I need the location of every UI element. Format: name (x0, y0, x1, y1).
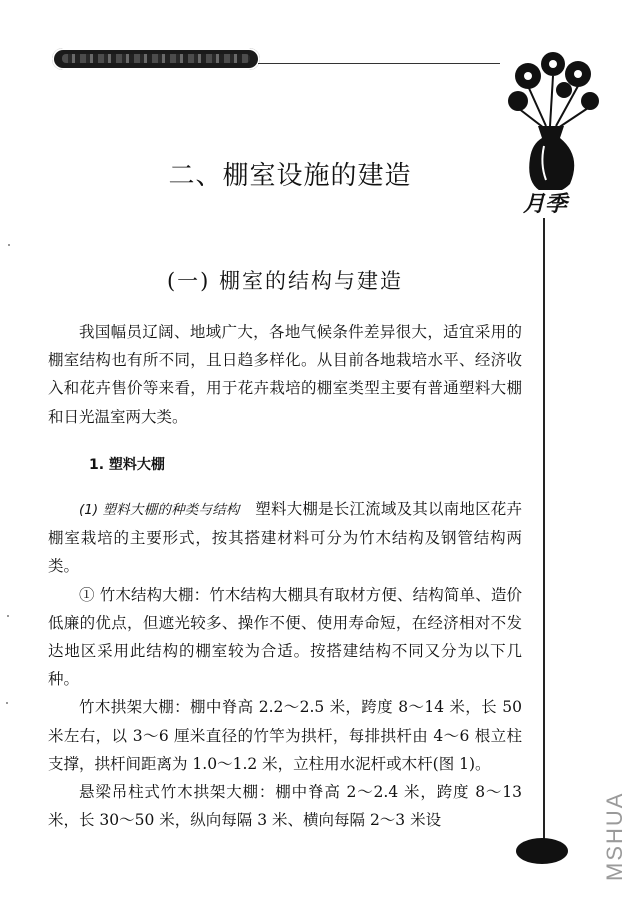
paragraph-bamboo: ① 竹木结构大棚：竹木结构大棚具有取材方便、结构简单、造价低廉的优点，但遮光较多、操作不便、使用寿命短，在经济相对不发达地区采用此结构的棚室较为合适。按搭建结构不同又分为以下几种。 (48, 585, 522, 689)
header-rule (258, 63, 500, 64)
body-text (48, 318, 522, 834)
watermark: MSHUA (602, 791, 627, 881)
page-number-badge (516, 838, 568, 864)
header-banner (52, 48, 260, 70)
chapter-side-label: 月季 (522, 191, 567, 217)
subsection-title: (一) 棚室的结构与建造 (166, 269, 404, 293)
paragraph-types-lead: (1) 塑料大棚的种类与结构 (79, 502, 240, 519)
paragraph-suspended: 悬梁吊柱式竹木拱架大棚：棚中脊高 2～2.4 米，跨度 8～13 米，长 30～50 米，纵向每隔 3 米、横向每隔 2～3 米设 (48, 783, 522, 830)
paragraph-types-body: 塑料大棚是长江流域及其以南地区花卉棚室栽培的主要形式，按其搭建材料可分为竹木结构及钢管结构两类。 (48, 500, 522, 576)
section-title: 二、棚室设施的建造 (168, 161, 412, 191)
paragraph-arch: 竹木拱架大棚：棚中脊高 2.2～2.5 米，跨度 8～14 米，长 50 米左右，以 3～6 厘米直径的竹竿为拱杆，每排拱杆由 4～6 根立柱支撑，拱杆间距离为 1.0～1.2 米，立柱用水泥杆或木杆(图 1)。 (48, 698, 522, 773)
heading-plastic-greenhouse: 1. 塑料大棚 (89, 456, 165, 473)
paragraph-types (48, 495, 522, 581)
paragraph-intro: 我国幅员辽阔、地域广大，各地气候条件差异很大，适宜采用的棚室结构也有所不同，且日趋多样化。从目前各地栽培水平、经济收入和花卉售价等来看，用于花卉栽培的棚室类型主要有普通塑料大棚和日光温室两大类。 (48, 323, 522, 426)
